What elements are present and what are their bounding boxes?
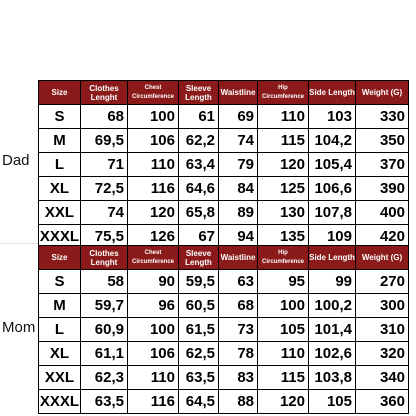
cell-chest: 126 — [128, 225, 179, 249]
cell-hip: 130 — [258, 201, 309, 225]
cell-sleeve-length: 61 — [179, 105, 219, 129]
header-hip-circumference: Hip Circumference — [258, 246, 309, 270]
cell-waistline: 84 — [219, 177, 258, 201]
header-hip-circumference: Hip Circumference — [258, 81, 309, 105]
cell-chest: 100 — [128, 318, 179, 342]
cell-sleeve-length: 63,5 — [179, 366, 219, 390]
cell-hip: 95 — [258, 270, 309, 294]
mom-size-table — [38, 245, 409, 414]
cell-side-length: 103 — [309, 105, 356, 129]
cell-hip: 100 — [258, 294, 309, 318]
cell-weight: 390 — [356, 177, 409, 201]
cell-chest: 90 — [128, 270, 179, 294]
cell-clothes-length: 62,3 — [81, 366, 128, 390]
cell-side-length: 101,4 — [309, 318, 356, 342]
cell-chest: 110 — [128, 153, 179, 177]
cell-side-length: 99 — [309, 270, 356, 294]
cell-sleeve-length: 63,4 — [179, 153, 219, 177]
table-row — [39, 177, 409, 201]
cell-waistline: 78 — [219, 342, 258, 366]
cell-weight: 340 — [356, 366, 409, 390]
cell-sleeve-length: 64,6 — [179, 177, 219, 201]
dad-label: Dad — [2, 152, 30, 169]
cell-chest: 106 — [128, 342, 179, 366]
cell-size: M — [39, 294, 81, 318]
header-chest-circumference: Chest Circumference — [128, 81, 179, 105]
cell-weight: 320 — [356, 342, 409, 366]
cell-chest: 106 — [128, 129, 179, 153]
dad-size-table — [38, 80, 409, 249]
cell-size: XXL — [39, 201, 81, 225]
mom-label: Mom — [2, 319, 36, 336]
cell-waistline: 83 — [219, 366, 258, 390]
cell-waistline: 69 — [219, 105, 258, 129]
table-row — [39, 153, 409, 177]
cell-clothes-length: 58 — [81, 270, 128, 294]
cell-weight: 420 — [356, 225, 409, 249]
cell-hip: 110 — [258, 105, 309, 129]
cell-size: XXXL — [39, 225, 81, 249]
cell-side-length: 104,2 — [309, 129, 356, 153]
cell-side-length: 107,8 — [309, 201, 356, 225]
cell-clothes-length: 63,5 — [81, 390, 128, 414]
cell-size: L — [39, 153, 81, 177]
cell-sleeve-length: 62,2 — [179, 129, 219, 153]
section-divider — [0, 243, 38, 244]
cell-weight: 330 — [356, 105, 409, 129]
cell-sleeve-length: 65,8 — [179, 201, 219, 225]
cell-sleeve-length: 60,5 — [179, 294, 219, 318]
cell-chest: 120 — [128, 201, 179, 225]
header-sleeve-length: Sleeve Length — [179, 246, 219, 270]
cell-weight: 270 — [356, 270, 409, 294]
cell-clothes-length: 71 — [81, 153, 128, 177]
cell-hip: 135 — [258, 225, 309, 249]
cell-hip: 115 — [258, 129, 309, 153]
header-waistline: Waistline — [219, 81, 258, 105]
table-row — [39, 294, 409, 318]
table-row — [39, 390, 409, 414]
cell-waistline: 73 — [219, 318, 258, 342]
cell-hip: 110 — [258, 342, 309, 366]
cell-size: XL — [39, 342, 81, 366]
cell-size: S — [39, 105, 81, 129]
cell-sleeve-length: 62,5 — [179, 342, 219, 366]
header-chest-circumference: Chest Circumference — [128, 246, 179, 270]
cell-side-length: 105,4 — [309, 153, 356, 177]
cell-side-length: 103,8 — [309, 366, 356, 390]
cell-weight: 370 — [356, 153, 409, 177]
header-size: Size — [39, 81, 81, 105]
table-row — [39, 342, 409, 366]
cell-hip: 120 — [258, 390, 309, 414]
cell-sleeve-length: 59,5 — [179, 270, 219, 294]
cell-clothes-length: 69,5 — [81, 129, 128, 153]
header-row — [39, 81, 409, 105]
cell-weight: 360 — [356, 390, 409, 414]
header-side-length: Side Length — [309, 81, 356, 105]
cell-chest: 96 — [128, 294, 179, 318]
cell-side-length: 109 — [309, 225, 356, 249]
header-waistline: Waistline — [219, 246, 258, 270]
table-row — [39, 105, 409, 129]
cell-weight: 300 — [356, 294, 409, 318]
cell-sleeve-length: 61,5 — [179, 318, 219, 342]
table-row — [39, 270, 409, 294]
cell-clothes-length: 59,7 — [81, 294, 128, 318]
cell-hip: 105 — [258, 318, 309, 342]
cell-side-length: 100,2 — [309, 294, 356, 318]
cell-clothes-length: 61,1 — [81, 342, 128, 366]
cell-hip: 125 — [258, 177, 309, 201]
cell-waistline: 89 — [219, 201, 258, 225]
cell-sleeve-length: 64,5 — [179, 390, 219, 414]
cell-side-length: 106,6 — [309, 177, 356, 201]
table-row — [39, 201, 409, 225]
header-clothes-length: Clothes Lenght — [81, 81, 128, 105]
cell-hip: 120 — [258, 153, 309, 177]
header-size: Size — [39, 246, 81, 270]
cell-size: XL — [39, 177, 81, 201]
cell-waistline: 79 — [219, 153, 258, 177]
cell-clothes-length: 60,9 — [81, 318, 128, 342]
header-weight: Weight (G) — [356, 81, 409, 105]
cell-clothes-length: 68 — [81, 105, 128, 129]
cell-sleeve-length: 67 — [179, 225, 219, 249]
cell-clothes-length: 74 — [81, 201, 128, 225]
cell-clothes-length: 75,5 — [81, 225, 128, 249]
cell-side-length: 105 — [309, 390, 356, 414]
header-sleeve-length: Sleeve Length — [179, 81, 219, 105]
cell-side-length: 102,6 — [309, 342, 356, 366]
cell-chest: 110 — [128, 366, 179, 390]
cell-weight: 310 — [356, 318, 409, 342]
cell-weight: 400 — [356, 201, 409, 225]
header-side-length: Side Length — [309, 246, 356, 270]
table-row — [39, 318, 409, 342]
table-row — [39, 129, 409, 153]
cell-size: S — [39, 270, 81, 294]
cell-waistline: 63 — [219, 270, 258, 294]
cell-chest: 100 — [128, 105, 179, 129]
cell-size: L — [39, 318, 81, 342]
table-row — [39, 366, 409, 390]
header-weight: Weight (G) — [356, 246, 409, 270]
cell-waistline: 68 — [219, 294, 258, 318]
cell-hip: 115 — [258, 366, 309, 390]
cell-size: XXL — [39, 366, 81, 390]
cell-size: XXXL — [39, 390, 81, 414]
cell-waistline: 94 — [219, 225, 258, 249]
cell-clothes-length: 72,5 — [81, 177, 128, 201]
cell-weight: 350 — [356, 129, 409, 153]
header-row — [39, 246, 409, 270]
cell-waistline: 74 — [219, 129, 258, 153]
header-clothes-length: Clothes Lenght — [81, 246, 128, 270]
cell-size: M — [39, 129, 81, 153]
cell-chest: 116 — [128, 390, 179, 414]
cell-chest: 116 — [128, 177, 179, 201]
cell-waistline: 88 — [219, 390, 258, 414]
